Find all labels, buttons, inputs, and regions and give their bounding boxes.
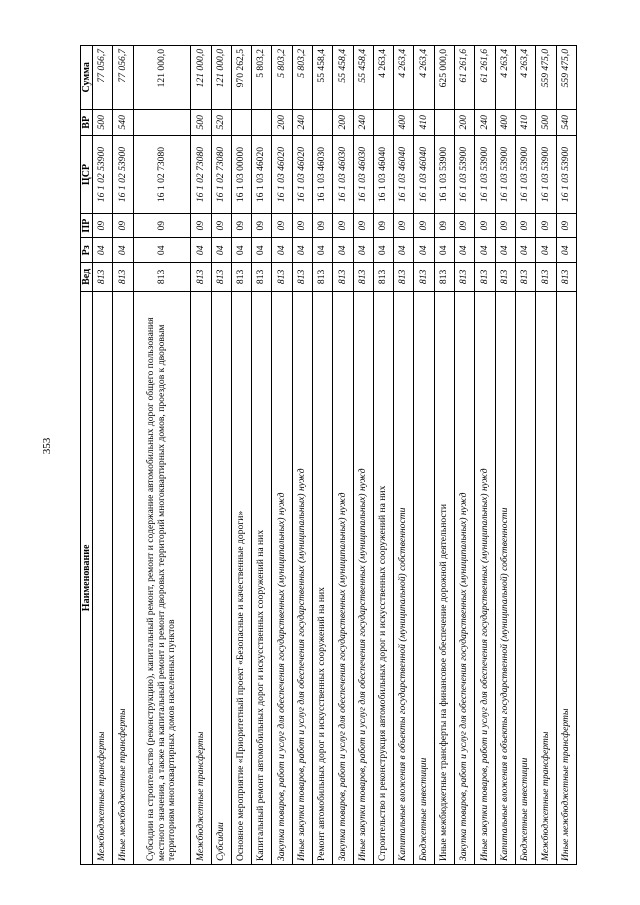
row-csr-cell: 16 1 03 53900	[495, 136, 515, 214]
row-vr-cell	[133, 109, 190, 136]
row-pr-cell: 09	[231, 213, 251, 238]
row-name-cell: Закупка товаров, работ и услуг для обеспечения государственных (муниципальных) нужд	[272, 291, 292, 864]
row-sum-cell: 77 056,7	[113, 46, 133, 110]
row-pr-cell: 09	[272, 213, 292, 238]
row-rz-cell: 04	[495, 238, 515, 263]
row-csr-cell: 16 1 03 53900	[536, 136, 556, 214]
row-pr-cell: 09	[353, 213, 373, 238]
row-vr-cell	[434, 109, 454, 136]
table-row	[292, 46, 312, 865]
row-csr-cell: 16 1 03 00000	[231, 136, 251, 214]
row-sum-cell: 55 458,4	[353, 46, 373, 110]
row-rz-cell: 04	[434, 238, 454, 263]
row-vr-cell: 540	[113, 109, 133, 136]
row-ved-cell: 813	[515, 263, 535, 292]
table-row	[252, 46, 272, 865]
row-sum-cell: 559 475,0	[536, 46, 556, 110]
row-csr-cell: 16 1 03 53900	[434, 136, 454, 214]
row-name-cell: Закупка товаров, работ и услуг для обеспечения государственных (муниципальных) нужд	[333, 291, 353, 864]
row-vr-cell: 240	[292, 109, 312, 136]
row-sum-cell: 55 458,4	[313, 46, 333, 110]
row-csr-cell: 16 1 03 46030	[313, 136, 333, 214]
row-rz-cell: 04	[93, 238, 113, 263]
table-header-row	[81, 46, 93, 865]
row-name-cell: Иные закупки товаров, работ и услуг для обеспечения государственных (муниципальных) нужд	[475, 291, 495, 864]
row-name-cell: Иные закупки товаров, работ и услуг для обеспечения государственных (муниципальных) нужд	[292, 291, 312, 864]
table-row	[211, 46, 231, 865]
row-sum-cell: 121 000,0	[191, 46, 211, 110]
row-ved-cell: 813	[191, 263, 211, 292]
table-row	[333, 46, 353, 865]
row-vr-cell: 240	[475, 109, 495, 136]
row-name-cell: Закупка товаров, работ и услуг для обеспечения государственных (муниципальных) нужд	[455, 291, 475, 864]
row-name-cell: Иные закупки товаров, работ и услуг для обеспечения государственных (муниципальных) нужд	[353, 291, 373, 864]
row-pr-cell: 09	[394, 213, 414, 238]
row-rz-cell: 04	[313, 238, 333, 263]
row-ved-cell: 813	[414, 263, 434, 292]
row-pr-cell: 09	[414, 213, 434, 238]
table-row	[434, 46, 454, 865]
row-rz-cell: 04	[211, 238, 231, 263]
row-csr-cell: 16 1 03 46020	[272, 136, 292, 214]
row-pr-cell: 09	[191, 213, 211, 238]
row-name-cell: Бюджетные инвестиции	[414, 291, 434, 864]
row-csr-cell: 16 1 03 53900	[475, 136, 495, 214]
row-rz-cell: 04	[252, 238, 272, 263]
page-number: 353	[41, 437, 53, 455]
row-vr-cell: 500	[191, 109, 211, 136]
row-rz-cell: 04	[292, 238, 312, 263]
row-sum-cell: 625 000,0	[434, 46, 454, 110]
header-vr: ВР	[81, 109, 93, 136]
row-pr-cell: 09	[556, 213, 576, 238]
header-csr: ЦСР	[81, 136, 93, 214]
row-sum-cell: 4 263,4	[495, 46, 515, 110]
row-csr-cell: 16 1 03 46040	[394, 136, 414, 214]
row-pr-cell: 09	[133, 213, 190, 238]
row-sum-cell: 4 263,4	[414, 46, 434, 110]
row-name-cell: Субсидии	[211, 291, 231, 864]
row-vr-cell: 200	[455, 109, 475, 136]
row-csr-cell: 16 1 03 46040	[373, 136, 393, 214]
row-name-cell: Капитальный ремонт автомобильных дорог и искусственных сооружений на них	[252, 291, 272, 864]
row-ved-cell: 813	[475, 263, 495, 292]
row-name-cell: Капитальные вложения в объекты государственной (муниципальной) собственности	[394, 291, 414, 864]
row-rz-cell: 04	[191, 238, 211, 263]
row-sum-cell: 55 458,4	[333, 46, 353, 110]
row-rz-cell: 04	[556, 238, 576, 263]
row-rz-cell: 04	[231, 238, 251, 263]
row-pr-cell: 09	[333, 213, 353, 238]
row-name-cell: Иные межбюджетные трансферты на финансовое обеспечение дорожной деятельности	[434, 291, 454, 864]
row-csr-cell: 16 1 03 46040	[414, 136, 434, 214]
table-row	[113, 46, 133, 865]
row-ved-cell: 813	[333, 263, 353, 292]
budget-table	[80, 45, 577, 865]
row-rz-cell: 04	[475, 238, 495, 263]
row-ved-cell: 813	[373, 263, 393, 292]
table-row	[313, 46, 333, 865]
table-row	[272, 46, 292, 865]
row-vr-cell: 200	[333, 109, 353, 136]
row-sum-cell: 4 263,4	[515, 46, 535, 110]
row-name-cell: Межбюджетные трансферты	[191, 291, 211, 864]
row-ved-cell: 813	[292, 263, 312, 292]
table-row	[191, 46, 211, 865]
table-row	[556, 46, 576, 865]
row-sum-cell: 77 056,7	[93, 46, 113, 110]
row-sum-cell: 121 000,0	[211, 46, 231, 110]
table-row	[475, 46, 495, 865]
row-pr-cell: 09	[536, 213, 556, 238]
table-row	[394, 46, 414, 865]
table-row	[93, 46, 113, 865]
row-csr-cell: 16 1 03 53900	[455, 136, 475, 214]
row-name-cell: Межбюджетные трансферты	[93, 291, 113, 864]
row-vr-cell	[252, 109, 272, 136]
row-name-cell: Иные межбюджетные трансферты	[113, 291, 133, 864]
row-name-cell: Межбюджетные трансферты	[536, 291, 556, 864]
row-csr-cell: 16 1 02 73080	[191, 136, 211, 214]
row-rz-cell: 04	[455, 238, 475, 263]
row-pr-cell: 09	[495, 213, 515, 238]
table-row	[133, 46, 190, 865]
row-vr-cell	[313, 109, 333, 136]
header-ved: Вед	[81, 263, 93, 292]
table-body	[93, 46, 577, 865]
row-ved-cell: 813	[252, 263, 272, 292]
row-csr-cell: 16 1 02 53900	[113, 136, 133, 214]
row-rz-cell: 04	[536, 238, 556, 263]
row-vr-cell: 500	[93, 109, 113, 136]
row-vr-cell: 520	[211, 109, 231, 136]
row-csr-cell: 16 1 03 53900	[515, 136, 535, 214]
row-sum-cell: 5 803,2	[272, 46, 292, 110]
row-vr-cell: 540	[556, 109, 576, 136]
row-rz-cell: 04	[133, 238, 190, 263]
row-rz-cell: 04	[272, 238, 292, 263]
table-row	[515, 46, 535, 865]
table-row	[414, 46, 434, 865]
row-ved-cell: 813	[231, 263, 251, 292]
row-csr-cell: 16 1 03 46020	[252, 136, 272, 214]
row-vr-cell: 410	[414, 109, 434, 136]
row-ved-cell: 813	[353, 263, 373, 292]
row-rz-cell: 04	[394, 238, 414, 263]
row-vr-cell: 200	[272, 109, 292, 136]
row-vr-cell: 500	[536, 109, 556, 136]
row-name-cell: Иные межбюджетные трансферты	[556, 291, 576, 864]
row-pr-cell: 09	[93, 213, 113, 238]
table-row	[495, 46, 515, 865]
row-sum-cell: 970 262,5	[231, 46, 251, 110]
row-csr-cell: 16 1 03 53900	[556, 136, 576, 214]
row-vr-cell: 240	[353, 109, 373, 136]
row-ved-cell: 813	[133, 263, 190, 292]
row-vr-cell	[373, 109, 393, 136]
row-pr-cell: 09	[292, 213, 312, 238]
table-row	[373, 46, 393, 865]
row-pr-cell: 09	[252, 213, 272, 238]
row-name-cell: Строительство и реконструкция автомобильных дорог и искусственных сооружений на них	[373, 291, 393, 864]
row-sum-cell: 61 261,6	[475, 46, 495, 110]
row-rz-cell: 04	[353, 238, 373, 263]
row-pr-cell: 09	[515, 213, 535, 238]
row-ved-cell: 813	[272, 263, 292, 292]
header-name: Наименование	[81, 291, 93, 864]
row-sum-cell: 4 263,4	[394, 46, 414, 110]
row-name-cell: Капитальные вложения в объекты государственной (муниципальной) собственности	[495, 291, 515, 864]
row-ved-cell: 813	[434, 263, 454, 292]
row-sum-cell: 559 475,0	[556, 46, 576, 110]
row-vr-cell	[231, 109, 251, 136]
row-vr-cell: 410	[515, 109, 535, 136]
row-ved-cell: 813	[93, 263, 113, 292]
table-row	[353, 46, 373, 865]
row-ved-cell: 813	[113, 263, 133, 292]
row-pr-cell: 09	[211, 213, 231, 238]
row-name-cell: Основное мероприятие «Приоритетный проект «Безопасные и качественные дороги»	[231, 291, 251, 864]
row-pr-cell: 09	[475, 213, 495, 238]
header-rz: Рз	[81, 238, 93, 263]
row-vr-cell: 400	[394, 109, 414, 136]
row-csr-cell: 16 1 02 73080	[211, 136, 231, 214]
row-pr-cell: 09	[373, 213, 393, 238]
table-row	[231, 46, 251, 865]
row-sum-cell: 61 261,6	[455, 46, 475, 110]
row-name-cell: Субсидии на строительство (реконструкцию), капитальный ремонт, ремонт и содержание автомобильных дорог общего пользования местного значения, а также на капитальный ремонт и ремонт дворовых территорий многоквартирных домов, проездов к дворовым территориям многоквартирных домов населенных пунктов	[133, 291, 190, 864]
row-pr-cell: 09	[313, 213, 333, 238]
row-rz-cell: 04	[414, 238, 434, 263]
table-row	[455, 46, 475, 865]
row-ved-cell: 813	[211, 263, 231, 292]
row-name-cell: Ремонт автомобильных дорог и искусственных сооружений на них	[313, 291, 333, 864]
row-rz-cell: 04	[373, 238, 393, 263]
rotated-page-content	[80, 45, 577, 865]
row-name-cell: Бюджетные инвестиции	[515, 291, 535, 864]
row-ved-cell: 813	[536, 263, 556, 292]
row-csr-cell: 16 1 03 46030	[333, 136, 353, 214]
row-pr-cell: 09	[455, 213, 475, 238]
row-ved-cell: 813	[495, 263, 515, 292]
row-ved-cell: 813	[556, 263, 576, 292]
row-csr-cell: 16 1 02 73080	[133, 136, 190, 214]
header-sum: Сумма	[81, 46, 93, 110]
row-rz-cell: 04	[515, 238, 535, 263]
header-pr: ПР	[81, 213, 93, 238]
row-csr-cell: 16 1 03 46020	[292, 136, 312, 214]
row-rz-cell: 04	[333, 238, 353, 263]
row-csr-cell: 16 1 02 53900	[93, 136, 113, 214]
row-sum-cell: 5 803,2	[292, 46, 312, 110]
row-ved-cell: 813	[455, 263, 475, 292]
row-pr-cell: 09	[434, 213, 454, 238]
row-ved-cell: 813	[313, 263, 333, 292]
row-ved-cell: 813	[394, 263, 414, 292]
row-vr-cell: 400	[495, 109, 515, 136]
row-pr-cell: 09	[113, 213, 133, 238]
table-row	[536, 46, 556, 865]
row-sum-cell: 121 000,0	[133, 46, 190, 110]
row-sum-cell: 5 803,2	[252, 46, 272, 110]
row-rz-cell: 04	[113, 238, 133, 263]
row-sum-cell: 4 263,4	[373, 46, 393, 110]
row-csr-cell: 16 1 03 46030	[353, 136, 373, 214]
